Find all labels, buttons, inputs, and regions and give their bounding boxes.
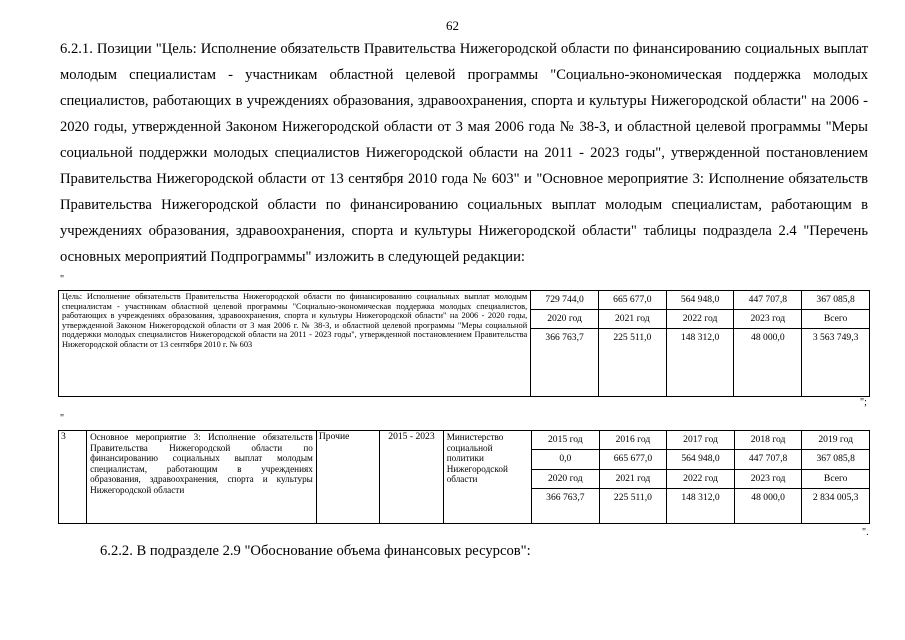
page-number: 62 (446, 18, 459, 33)
measure-r2-c1: 0,0 (532, 450, 600, 470)
goal-r2-c4: 2023 год (734, 310, 802, 329)
measure-r4-c4: 48 000,0 (734, 489, 802, 524)
goal-description: Цель: Исполнение обязательств Правительства Нижегородской области по финансированию социальных выплат молодым специалистам - участникам областной целевой программы "Социально-экономическая поддержка молодых специалистов, работающих в учреждениях образования, здравоохранения, спорта и культуры Нижегородской области" на 2006 - 2020 годы, утвержденной Законом Нижегородской области от 3 мая 2006 г. № 38-З, и областной целевой программы "Меры социальной поддержки молодых специалистов Нижегородской области на 2011 - 2023 годы", утвержденной постановлением Правительства Нижегородской области от 13 сентября 2010 г. № 603 (59, 291, 531, 397)
measure-r1-c4: 2018 год (734, 431, 802, 450)
measure-r3-c4: 2023 год (734, 470, 802, 489)
measure-r3-c3: 2022 год (667, 470, 735, 489)
goal-r3-c5: 3 563 749,3 (802, 329, 870, 397)
measure-r4-c3: 148 312,0 (667, 489, 735, 524)
measure-period: 2015 - 2023 (380, 431, 443, 524)
goal-r1-c1: 729 744,0 (531, 291, 599, 310)
goal-table (58, 290, 870, 397)
measure-r3-c2: 2021 год (599, 470, 667, 489)
measure-r2-c4: 447 707,8 (734, 450, 802, 470)
measure-r3-c5: Всего (802, 470, 870, 489)
intro-paragraph: 6.2.1. Позиции "Цель: Исполнение обязательств Правительства Нижегородской области по финансированию социальных выплат молодым специалистам - участникам областной целевой программы "Социально-экономическая поддержка молодых специалистов, работающих в учреждениях образования, здравоохранения, спорта и культуры Нижегородской области" на 2006 - 2020 годы, утвержденной Законом Нижегородской области от 3 мая 2006 года № 38-З, и областной целевой программы "Меры социальной поддержки молодых специалистов Нижегородской области на 2011 - 2023 годы", утвержденной постановлением Правительства Нижегородской области от 13 сентября 2010 года № 603" и "Основное мероприятие 3: Исполнение обязательств Правительства Нижегородской области по финансированию социальных выплат молодым специалистам, работающим в учреждениях образования, здравоохранения, спорта и культуры Нижегородской области" таблицы подраздела 2.4 "Перечень основных мероприятий Подпрограммы" изложить в следующей редакции: (60, 41, 868, 265)
measure-r4-c5: 2 834 005,3 (802, 489, 870, 524)
goal-r2-c2: 2021 год (598, 310, 666, 329)
measure-r2-c3: 564 948,0 (667, 450, 735, 470)
measure-r4-c1: 366 763,7 (532, 489, 600, 524)
goal-r3-c1: 366 763,7 (531, 329, 599, 397)
measure-r2-c5: 367 085,8 (802, 450, 870, 470)
next-paragraph: 6.2.2. В подразделе 2.9 "Обоснование объема финансовых ресурсов": (100, 543, 531, 559)
close-quote-2: ". (862, 527, 869, 538)
measure-r4-c2: 225 511,0 (599, 489, 667, 524)
measure-category: Прочие (316, 431, 379, 524)
goal-r2-c1: 2020 год (531, 310, 599, 329)
measure-r1-c5: 2019 год (802, 431, 870, 450)
measure-r1-c1: 2015 год (532, 431, 600, 450)
measure-r1-c2: 2016 год (599, 431, 667, 450)
goal-r3-c4: 48 000,0 (734, 329, 802, 397)
measure-table (58, 430, 870, 524)
measure-responsible: Министерство социальной политики Нижегородской области (443, 431, 531, 524)
open-quote-1: " (60, 274, 65, 285)
goal-r3-c2: 225 511,0 (598, 329, 666, 397)
goal-r1-c5: 367 085,8 (802, 291, 870, 310)
close-quote-1: "; (860, 397, 867, 408)
goal-r1-c3: 564 948,0 (666, 291, 734, 310)
measure-r3-c1: 2020 год (532, 470, 600, 489)
goal-r2-c5: Всего (802, 310, 870, 329)
goal-r1-c2: 665 677,0 (598, 291, 666, 310)
goal-r2-c3: 2022 год (666, 310, 734, 329)
measure-r1-c3: 2017 год (667, 431, 735, 450)
measure-index: 3 (59, 431, 87, 524)
measure-r2-c2: 665 677,0 (599, 450, 667, 470)
goal-r3-c3: 148 312,0 (666, 329, 734, 397)
goal-r1-c4: 447 707,8 (734, 291, 802, 310)
open-quote-2: " (60, 413, 65, 424)
measure-description: Основное мероприятие 3: Исполнение обязательств Правительства Нижегородской области по финансированию социальных выплат молодым специалистам, работающим в учреждениях образования, здравоохранения, спорта и культуры Нижегородской области (87, 431, 317, 524)
